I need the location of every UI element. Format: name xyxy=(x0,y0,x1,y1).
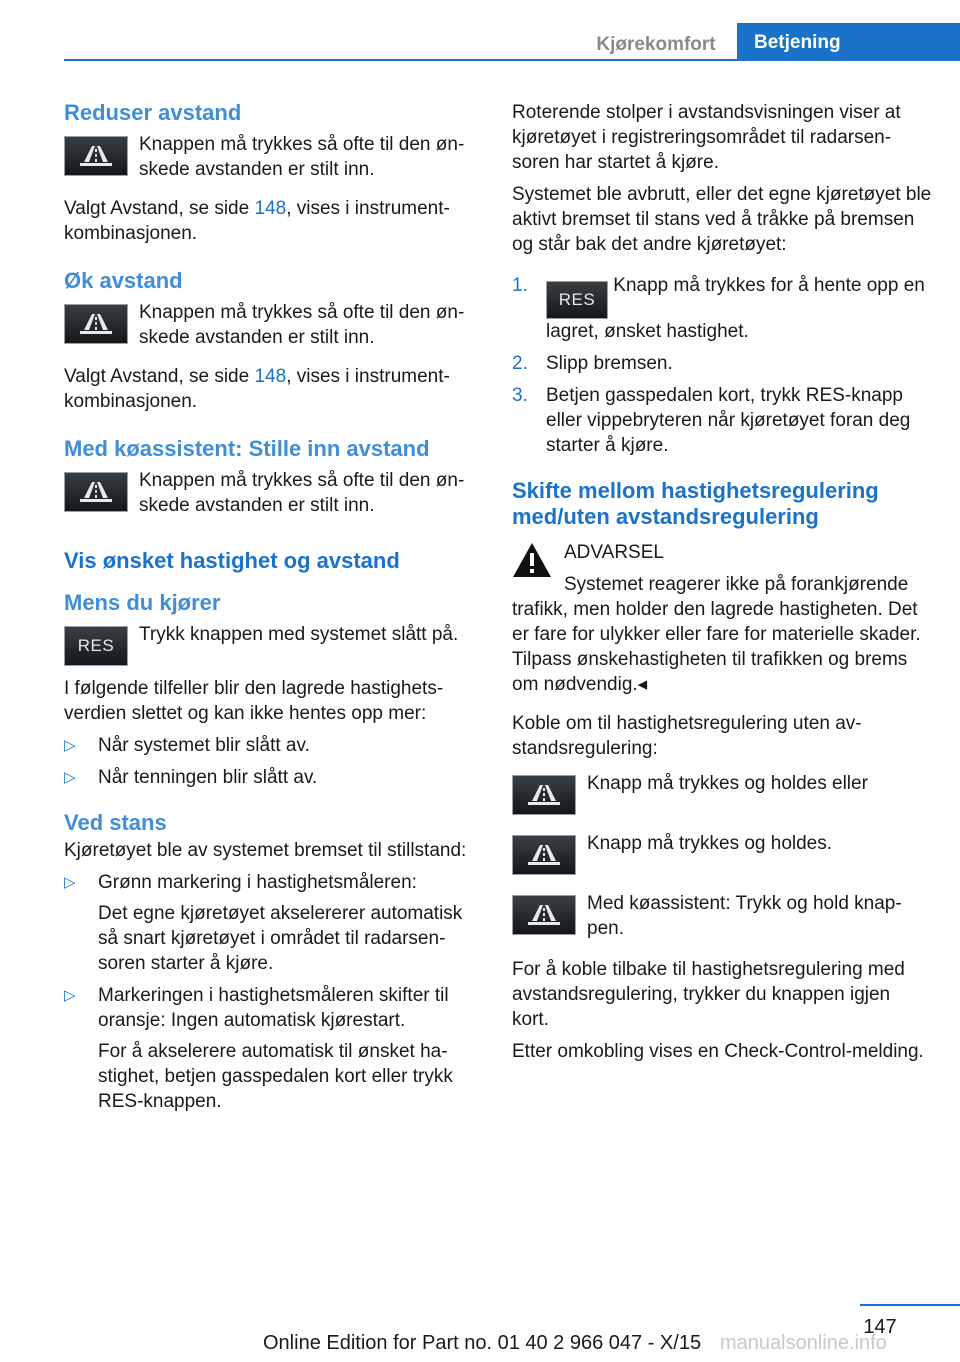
queue-assist-row xyxy=(64,468,482,518)
warning-text: trafikk, men holder den lagrede hastigheten. Det er fare for ulykker eller fare for materielle skader. Tilpass ønskehastigheten til trafikken og brems om nødvendig.◂ xyxy=(512,598,921,695)
distance-button-icon xyxy=(512,835,576,875)
list-item: ▷ Markeringen i hastighetsmåleren skifter til oransje: Ingen automatisk kjørestart. For å akselerere automatisk til ønsket hastighet, betjen gasspedalen kort eller trykk RES-knappen. xyxy=(64,985,453,1112)
page-link-148[interactable]: 148 xyxy=(254,198,287,219)
warning-label: ADVARSEL xyxy=(564,541,664,563)
triangle-bullet-icon: ▷ xyxy=(64,874,76,891)
switch-intro: Koble om til hastighetsregulering uten avstandsregulering: xyxy=(512,712,862,759)
list-item: ▷ Når systemet blir slått av. xyxy=(64,735,310,756)
at-stop-heading: Ved stans xyxy=(64,810,167,835)
list-item: ▷ Når tenningen blir slått av. xyxy=(64,767,318,788)
after-switch-text: Etter omkobling vises en Check-Control-melding. xyxy=(512,1040,924,1062)
watermark: manualsonline.info xyxy=(720,1332,887,1354)
queue-assist-text: Knappen må trykkes så ofte til den ønskede avstanden er stilt inn. xyxy=(139,470,465,516)
increase-distance-text: Knappen må trykkes så ofte til den ønskede avstanden er stilt inn. xyxy=(139,302,465,348)
at-stop-list xyxy=(64,870,482,1114)
warning-text-first-line: Systemet reagerer ikke på forankjørende xyxy=(564,573,909,595)
edition-footer: Online Edition for Part no. 01 40 2 966 047 - X/15 xyxy=(263,1332,702,1354)
while-driving-heading: Mens du kjører xyxy=(64,590,221,615)
switch-button-text-2: Knapp må trykkes og holdes. xyxy=(587,832,833,854)
tab-kjorekomfort[interactable]: Kjørekomfort xyxy=(596,34,716,55)
while-driving-row xyxy=(64,622,482,666)
reduce-distance-note: Valgt Avstand, se side 148, vises i instrumentkombinasjonen. xyxy=(64,198,450,244)
page-link-148[interactable]: 148 xyxy=(254,366,287,387)
reduce-distance-heading: Reduser avstand xyxy=(64,100,242,125)
switch-button-text-1: Knapp må trykkes og holdes eller xyxy=(587,772,868,794)
list-item: 2. Slipp bremsen. xyxy=(512,352,673,374)
footer-rule xyxy=(860,1304,960,1306)
distance-button-icon xyxy=(64,304,128,344)
at-stop-intro: Kjøretøyet ble av systemet bremset til stillstand: xyxy=(64,840,467,861)
show-speed-heading: Vis ønsket hastighet og avstand xyxy=(64,548,400,573)
page-number: 147 xyxy=(863,1316,897,1338)
distance-button-icon xyxy=(64,472,128,512)
res-button-icon: RES xyxy=(64,626,128,666)
increase-distance-note: Valgt Avstand, se side 148, vises i instrumentkombinasjonen. xyxy=(64,366,450,412)
switch-button-row-1 xyxy=(512,771,932,815)
list-item: ▷ Grønn markering i hastighetsmåleren: Det egne kjøretøyet akselererer automatisk så snart kjøretøyet i området til radarsensoren starter å kjøre. xyxy=(64,872,463,974)
increase-distance-heading: Øk avstand xyxy=(64,268,183,293)
warning-block xyxy=(512,540,932,597)
distance-button-icon xyxy=(512,775,576,815)
deleted-list xyxy=(64,733,482,790)
reduce-distance-row xyxy=(64,132,482,182)
switch-mode-heading: Skifte mellom hastighetsregulering med/uten avstandsregulering xyxy=(512,477,879,529)
distance-button-icon xyxy=(512,895,576,935)
switch-back-text: For å koble tilbake til hastighetsregulering med avstandsregulering, trykker du knappen igjen kort. xyxy=(512,958,905,1030)
interrupted-text: Systemet ble avbrutt, eller det egne kjøretøyet ble aktivt bremset til stans ved å tråkke på bremsen og står bak det andre kjøretøyet: xyxy=(512,184,932,255)
triangle-bullet-icon: ▷ xyxy=(64,769,76,786)
increase-distance-row xyxy=(64,300,482,350)
switch-button-row-2 xyxy=(512,831,932,875)
triangle-bullet-icon: ▷ xyxy=(64,987,76,1004)
list-item: 3. Betjen gasspedalen kort, trykk RES-knapp eller vippebryteren når kjøretøyet foran deg starter å kjøre. xyxy=(512,384,911,456)
reduce-distance-text: Knappen må trykkes så ofte til den ønskede avstanden er stilt inn. xyxy=(139,134,465,180)
deleted-intro: I følgende tilfeller blir den lagrede hastighetsverdien slettet og kan ikke hentes opp mer: xyxy=(64,678,444,724)
distance-button-icon xyxy=(64,136,128,176)
right-column xyxy=(512,100,932,1071)
left-column xyxy=(64,100,482,1121)
switch-button-text-3: Med køassistent: Trykk og hold knappen. xyxy=(587,892,902,939)
steps-list xyxy=(512,273,932,458)
list-item: 1. RES Knapp må trykkes for å hente opp en lagret, ønsket hastighet. xyxy=(512,275,925,342)
tab-betjening[interactable]: Betjening xyxy=(737,23,960,60)
rotating-bars-text: Roterende stolper i avstandsvisningen viser at kjøretøyet i registreringsområdet til radarsensoren har startet å kjøre. xyxy=(512,102,901,173)
queue-assist-heading: Med køassistent: Stille inn avstand xyxy=(64,436,430,461)
res-button-icon: RES xyxy=(546,281,608,319)
switch-button-row-3 xyxy=(512,891,932,941)
triangle-bullet-icon: ▷ xyxy=(64,737,76,754)
warning-triangle-icon xyxy=(512,542,552,578)
while-driving-text: Trykk knappen med systemet slått på. xyxy=(139,624,459,645)
